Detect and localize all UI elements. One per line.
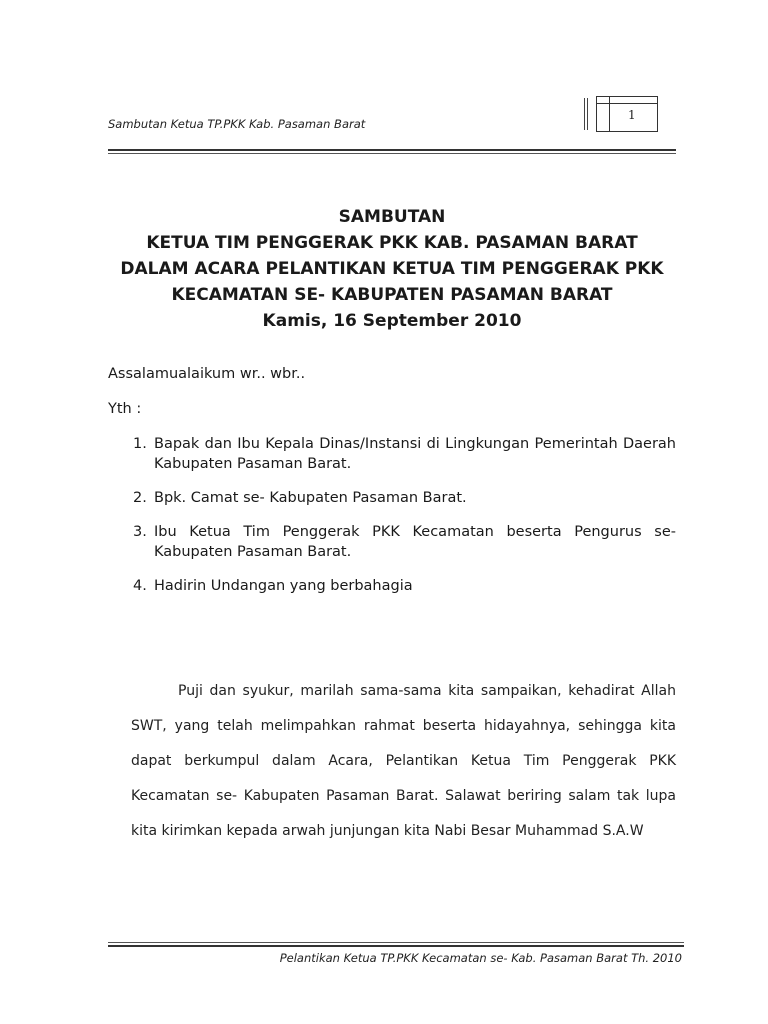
list-item-text: Hadirin Undangan yang berbahagia [154, 578, 413, 594]
title-line-3: DALAM ACARA PELANTIKAN KETUA TIM PENGGERAK PKK [120, 259, 664, 279]
list-item-number: 3. [133, 524, 147, 540]
list-item-number: 4. [133, 578, 147, 594]
list-item-text: Bpk. Camat se- Kabupaten Pasaman Barat. [154, 490, 467, 506]
list-item-number: 2. [133, 490, 147, 506]
page-box-inner-divider [609, 97, 610, 131]
page-number-box [584, 96, 662, 132]
list-item [133, 434, 676, 474]
list-item [133, 576, 676, 596]
header-rule-thin [108, 153, 676, 154]
page-box-frame [596, 96, 658, 132]
list-item-text: Ibu Ketua Tim Penggerak PKK Kecamatan beserta Pengurus se- Kabupaten Pasaman Barat. [154, 524, 676, 560]
footer-rule-thin [108, 942, 684, 943]
list-item [133, 488, 676, 508]
header-rule [108, 149, 676, 151]
title-date: Kamis, 16 September 2010 [262, 311, 522, 331]
footer-rule [108, 945, 684, 947]
list-item-text: Bapak dan Ibu Kepala Dinas/Instansi di Lingkungan Pemerintah Daerah Kabupaten Pasaman Barat. [154, 436, 676, 472]
page-number: 1 [628, 108, 636, 122]
addressee-list [133, 434, 676, 610]
title-line-1: SAMBUTAN [338, 207, 446, 227]
addressee-label: Yth : [108, 401, 142, 417]
body-paragraph: Puji dan syukur, marilah sama-sama kita sampaikan, kehadirat Allah SWT, yang telah melimpahkan rahmat beserta hidayahnya, sehingga kita dapat berkumpul dalam Acara, Pelantikan Ketua Tim Penggerak PKK Kecamatan se- Kabupaten Pasaman Barat. Salawat beriring salam tak lupa kita kirimkan kepada arwah junjungan kita Nabi Besar Muhammad S.A.W [131, 683, 676, 839]
title-line-4: KECAMATAN SE- KABUPATEN PASAMAN BARAT [171, 285, 613, 305]
page-box-inner-rule [597, 103, 657, 104]
running-footer: Pelantikan Ketua TP.PKK Kecamatan se- Kab. Pasaman Barat Th. 2010 [279, 951, 682, 965]
document-title [108, 204, 676, 334]
list-item-number: 1. [133, 436, 147, 452]
page-box-left-rule [584, 98, 585, 130]
salutation: Assalamualaikum wr.. wbr.. [108, 366, 306, 382]
running-header: Sambutan Ketua TP.PKK Kab. Pasaman Barat [108, 117, 366, 131]
title-line-2: KETUA TIM PENGGERAK PKK KAB. PASAMAN BARAT [146, 233, 638, 253]
list-item [133, 522, 676, 562]
page-box-left-rule-2 [587, 98, 588, 130]
